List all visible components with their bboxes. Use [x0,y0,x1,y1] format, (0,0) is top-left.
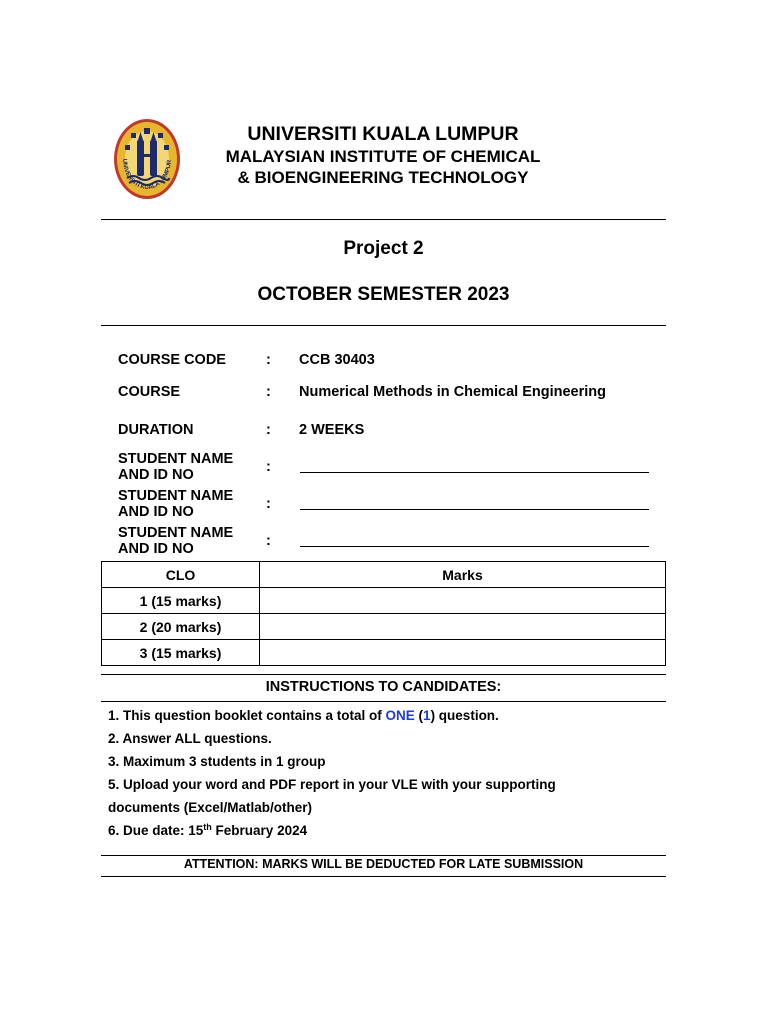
project-title: Project 2 [343,238,424,259]
divider [101,674,666,675]
list-item: 5. Upload your word and PDF report in your VLE with your supporting [108,777,556,792]
separator: : [266,496,271,512]
institute-line-1: MALAYSIAN INSTITUTE OF CHEMICAL [225,147,541,166]
divider [101,876,666,877]
semester-title: OCTOBER SEMESTER 2023 [257,284,510,305]
list-item: 1. This question booklet contains a total of ONE (1) question. [108,708,499,723]
list-item-continued: documents (Excel/Matlab/other) [108,800,313,815]
divider [101,219,666,220]
duration-value: 2 WEEKS [299,422,365,438]
separator: : [266,533,271,549]
student-3-signature-line[interactable] [300,546,649,547]
highlight-text: ONE [385,708,415,723]
marks-cell[interactable] [260,614,666,640]
marks-cell[interactable] [260,640,666,666]
separator: : [266,384,271,400]
university-name: UNIVERSITI KUALA LUMPUR [247,123,519,145]
logo-ring-text: UNIVERSITI KUALA LUMPUR [120,158,174,192]
clo-cell: 2 (20 marks) [102,614,260,640]
attention-notice: ATTENTION: MARKS WILL BE DEDUCTED FOR LATE SUBMISSION [183,857,584,871]
clo-cell: 1 (15 marks) [102,588,260,614]
marks-cell[interactable] [260,588,666,614]
student-1-signature-line[interactable] [300,472,649,473]
logo-crest-icon [113,118,181,200]
table-row [102,588,666,614]
table-header-row [102,562,666,588]
separator: : [266,352,271,368]
student-name-label: STUDENT NAME AND ID NO [118,451,234,483]
student-2-signature-line[interactable] [300,509,649,510]
separator: : [266,459,271,475]
divider [101,701,666,702]
separator: : [266,422,271,438]
instructions-title: INSTRUCTIONS TO CANDIDATES: [265,679,502,695]
student-name-label: STUDENT NAME AND ID NO [118,488,234,520]
table-row [102,614,666,640]
course-label: COURSE [118,384,181,400]
table-row [102,640,666,666]
course-value: Numerical Methods in Chemical Engineering [299,384,606,400]
header [200,122,566,188]
student-name-label: STUDENT NAME AND ID NO [118,525,234,557]
institute-line-2: & BIOENGINEERING TECHNOLOGY [237,168,529,187]
list-item: 3. Maximum 3 students in 1 group [108,754,326,769]
highlight-number: 1 [423,708,431,723]
marks-table [101,561,666,666]
list-item: 6. Due date: 15th February 2024 [108,822,308,838]
table-header-marks: Marks [260,562,666,588]
list-item: 2. Answer ALL questions. [108,731,272,746]
instructions-list [108,704,658,842]
university-logo [113,118,181,200]
course-code-label: COURSE CODE [118,352,226,368]
clo-cell: 3 (15 marks) [102,640,260,666]
duration-label: DURATION [118,422,194,438]
table-header-clo: CLO [102,562,260,588]
course-code-value: CCB 30403 [299,352,375,368]
divider [101,855,666,856]
divider [101,325,666,326]
